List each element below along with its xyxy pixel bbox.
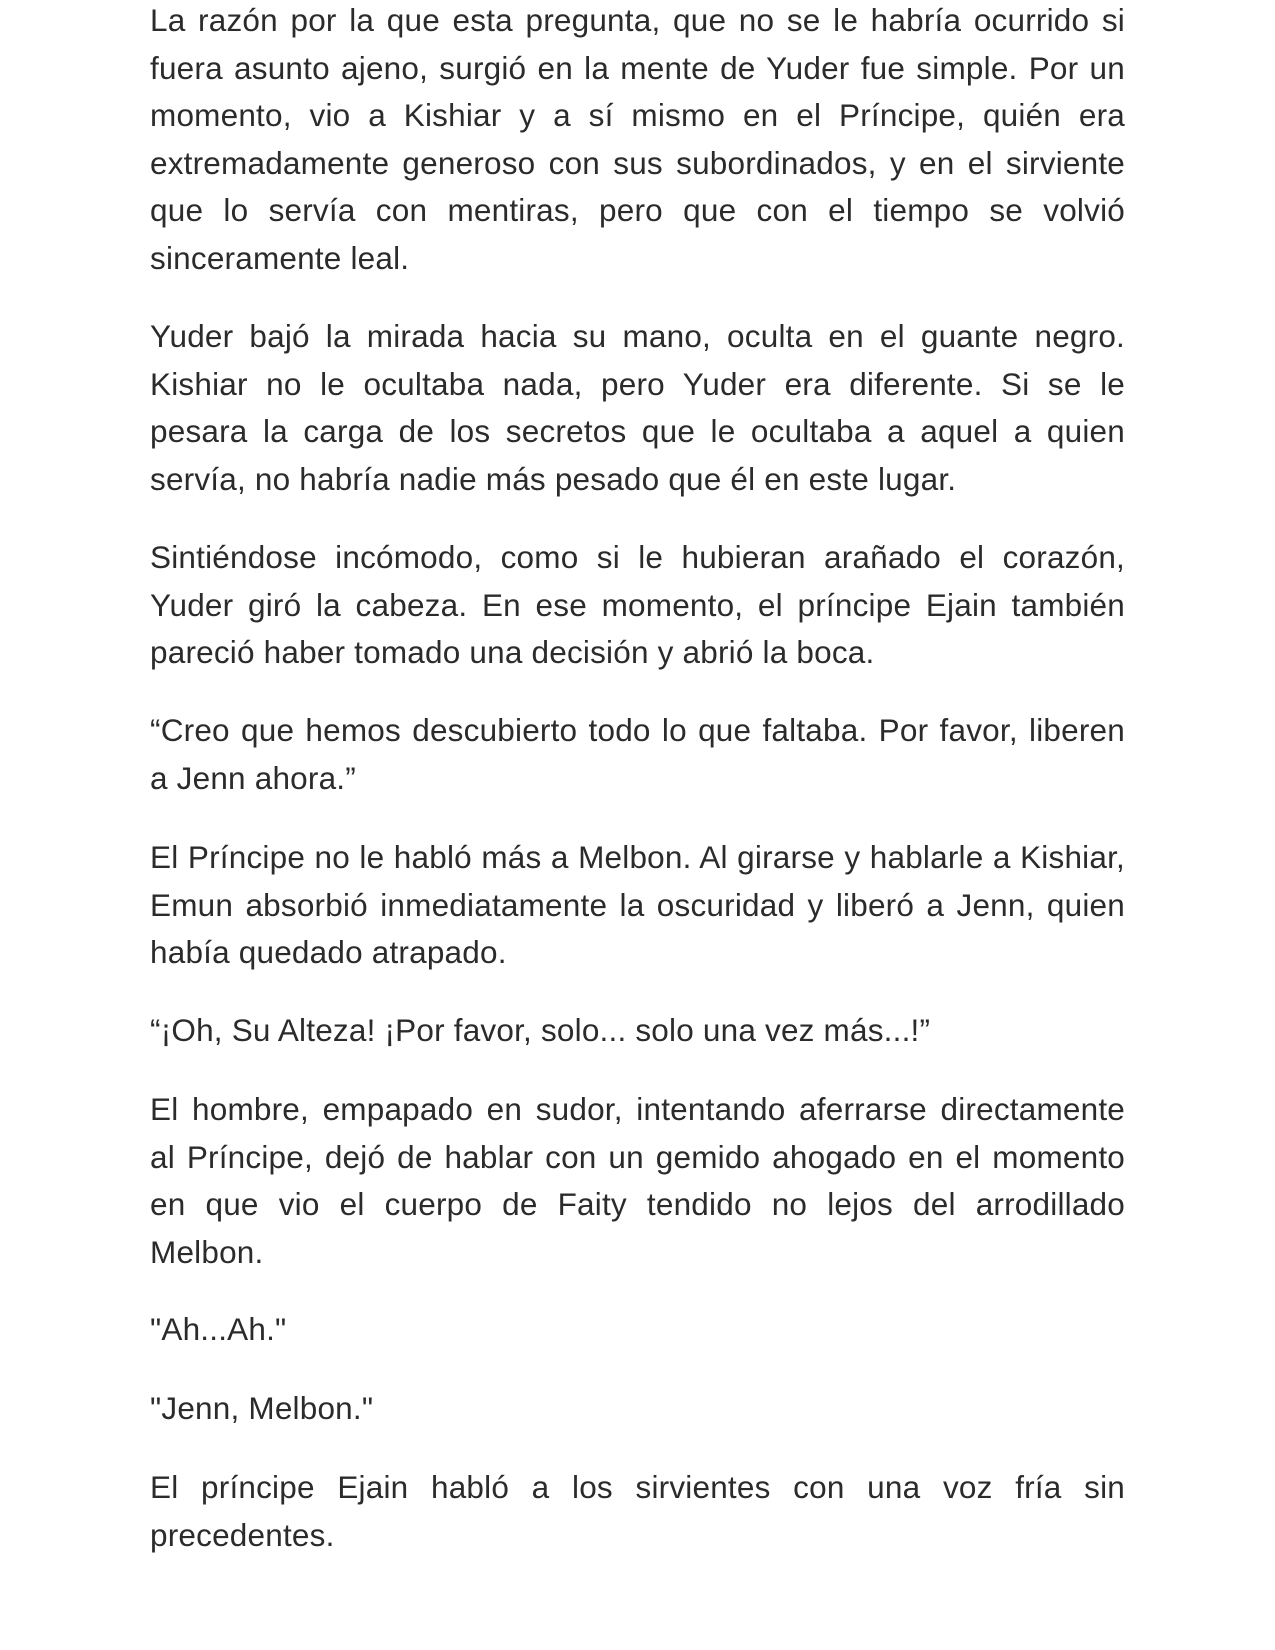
paragraph: El Príncipe no le habló más a Melbon. Al girarse y hablarle a Kishiar, Emun absorbió inmediatamente la oscuridad y liberó a Jenn, quien había quedado atrapado. [150, 839, 1125, 970]
paragraph: El príncipe Ejain habló a los sirvientes con una voz fría sin precedentes. [150, 1469, 1125, 1553]
paragraph: El hombre, empapado en sudor, intentando aferrarse directamente al Príncipe, dejó de hablar con un gemido ahogado en el momento en que vio el cuerpo de Faity tendido no lejos del arrodillado Melbon. [150, 1091, 1125, 1270]
paragraph: “Creo que hemos descubierto todo lo que faltaba. Por favor, liberen a Jenn ahora.” [150, 712, 1125, 796]
paragraph: “¡Oh, Su Alteza! ¡Por favor, solo... solo una vez más...!” [150, 1012, 931, 1048]
paragraph: "Jenn, Melbon." [150, 1390, 374, 1426]
paragraph: "Ah...Ah." [150, 1311, 287, 1347]
paragraph: La razón por la que esta pregunta, que no se le habría ocurrido si fuera asunto ajeno, surgió en la mente de Yuder fue simple. Por un momento, vio a Kishiar y a sí mismo en el Príncipe, quién era extremadamente generoso con sus subordinados, y en el sirviente que lo servía con mentiras, pero que con el tiempo se volvió sinceramente leal. [150, 2, 1125, 276]
paragraph: Yuder bajó la mirada hacia su mano, oculta en el guante negro. Kishiar no le ocultaba nada, pero Yuder era diferente. Si se le pesara la carga de los secretos que le ocultaba a aquel a quien servía, no habría nadie más pesado que él en este lugar. [150, 318, 1125, 497]
paragraph: Sintiéndose incómodo, como si le hubieran arañado el corazón, Yuder giró la cabeza. En ese momento, el príncipe Ejain también pareció haber tomado una decisión y abrió la boca. [150, 539, 1125, 670]
